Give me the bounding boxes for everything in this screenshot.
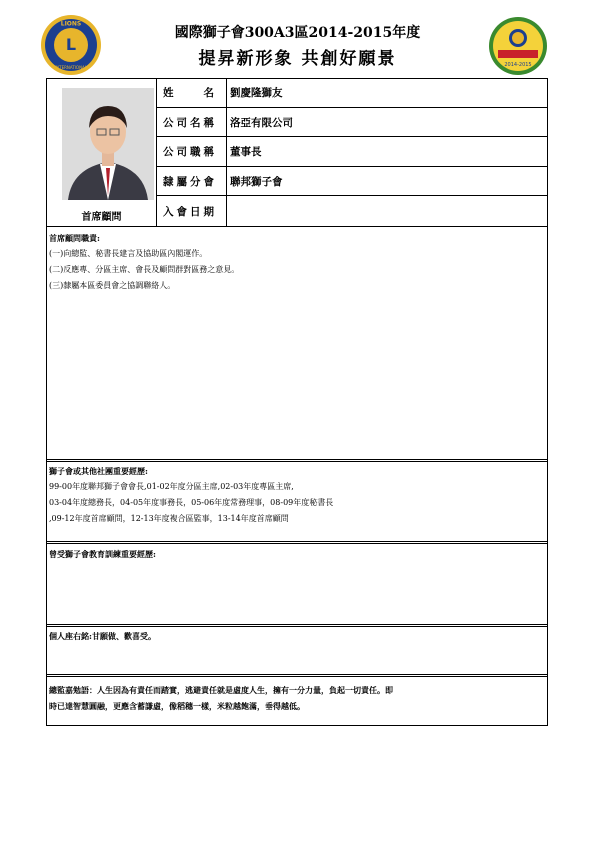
- svg-text:L: L: [65, 35, 77, 54]
- company-label: 公司名稱: [157, 108, 227, 138]
- company-value: 洛亞有限公司: [230, 116, 293, 129]
- governor-message-section: [49, 682, 544, 714]
- club-value: 聯邦獅子會: [230, 176, 283, 189]
- header-title-line1: 國際獅子會300A3區2014-2015年度: [174, 25, 421, 41]
- divider-training-double: [46, 626, 548, 627]
- training-title: 曾受獅子會教育訓練重要經歷:: [49, 549, 156, 559]
- portrait-photo: [62, 88, 154, 200]
- motto-section: [49, 628, 544, 644]
- divider-duties-double: [46, 461, 548, 462]
- club-label: 隸屬分會: [157, 167, 227, 197]
- logo-ring-text: INTERNATIONAL: [54, 65, 88, 70]
- divider-duties: [46, 459, 548, 460]
- name-value: 劉慶隆獅友: [230, 87, 283, 100]
- duties-line-3: (三)隸屬本區委員會之協調聯絡人。: [49, 281, 176, 290]
- governor-message-line-1: 總監嘉勉語：人生因為有責任而踏實，逃避責任就是虛度人生，擁有一分力量，負起一切責任。即: [49, 685, 393, 695]
- photo-caption: 首席顧問: [81, 212, 122, 223]
- badge-year-text: 2014-2015: [504, 62, 532, 68]
- duties-line-2: (二)反應專、分區主席、會長及顧問群對區務之意見。: [49, 265, 240, 274]
- experience-title: 獅子會或其他社團重要經歷:: [49, 466, 148, 476]
- divider-top-section: [46, 226, 548, 227]
- header-title-line2: 提昇新形象 共創好願景: [198, 49, 397, 69]
- experience-section: [49, 463, 544, 527]
- duties-title: 首席顧問職責:: [49, 233, 100, 243]
- join-date-label: 入會日期: [157, 196, 227, 226]
- divider-training: [46, 624, 548, 625]
- divider-motto-double: [46, 676, 548, 677]
- divider-experience: [46, 541, 548, 542]
- divider-motto: [46, 674, 548, 675]
- motto-text: 個人座右銘:甘願做、歡喜受。: [49, 631, 156, 641]
- position-value: 董事長: [230, 146, 262, 159]
- divider-experience-double: [46, 543, 548, 544]
- duties-line-1: (一)向總監、秘書長建言及協助區內閣運作。: [49, 249, 208, 258]
- position-label: 公司職稱: [157, 137, 227, 167]
- name-label: 姓 名: [157, 78, 227, 108]
- governor-message-line-2: 時已達智慧圓融，更應含蓄謙虛，像稻穗一樣，米粒越飽滿，垂得越低。: [49, 701, 305, 711]
- training-section: [49, 546, 544, 562]
- experience-line-2: 03-04年度總務長，04-05年度事務長，05-06年度常務理事，08-09年度秘書長: [49, 498, 334, 507]
- logo-top-text: LIONS: [60, 20, 82, 28]
- duties-section: [49, 230, 544, 294]
- experience-line-1: 99-00年度聯邦獅子會會長,01-02年度分區主席,02-03年度專區主席,: [49, 482, 294, 491]
- experience-line-3: ,09-12年度首席顧問，12-13年度複合區監事，13-14年度首席顧問: [49, 514, 289, 523]
